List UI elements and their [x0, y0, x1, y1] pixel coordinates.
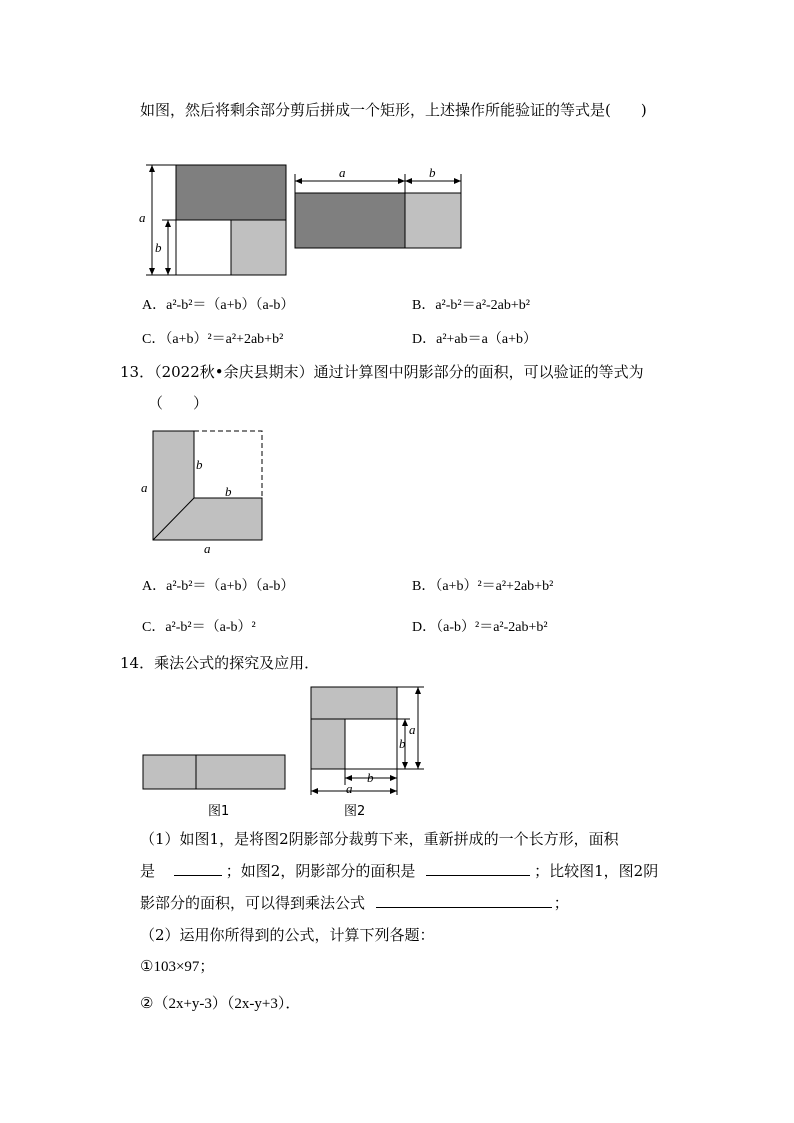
q14-figure-2: [306, 681, 426, 799]
q13-option-d-text: （a-b）²＝a²-2ab+b²: [436, 620, 548, 635]
q14-figure-1: [140, 752, 290, 792]
q13-figure: [138, 425, 268, 557]
q12-label-a-top: a: [339, 165, 346, 180]
q13-option-b[interactable]: [412, 577, 553, 597]
q13-option-a[interactable]: [142, 577, 294, 597]
q13-answer-paren: （ ）: [148, 394, 209, 412]
q13-number: 13．: [120, 363, 155, 381]
q14-part1-line1: （1）如图1，是将图2阴影部分裁剪下来，重新拼成的一个长方形，面积: [140, 830, 619, 848]
q13-option-a-letter: A．: [142, 579, 167, 594]
q12-option-d[interactable]: [412, 330, 537, 350]
q12-label-b-left: b: [155, 240, 162, 255]
q14-part1-line2-a: 是: [140, 862, 156, 880]
q13-label-b-inner: b: [196, 457, 203, 472]
q13-option-b-letter: B．: [412, 579, 436, 594]
q14-item2: ②（2x+y-3）（2x-y+3）．: [140, 996, 301, 1012]
q12-white-rect: [176, 220, 231, 275]
q14-label-a-bottom: a: [346, 781, 353, 796]
q13-option-c[interactable]: [142, 618, 256, 638]
q12-option-b[interactable]: [412, 296, 530, 316]
q14-fig2-left-strip: [311, 719, 345, 769]
q13-label-a-left: a: [141, 480, 148, 495]
q12-label-a-left: a: [139, 210, 146, 225]
q12-option-b-text: a²-b²＝a²-2ab+b²: [435, 298, 530, 313]
q14-fig1-left: [143, 755, 196, 789]
q12-figure: [130, 158, 470, 282]
q13-stem: [120, 362, 644, 382]
q14-part1-line2-c: ；比较图1，图2阴: [534, 862, 659, 880]
q14-fig2-top-strip: [311, 687, 397, 719]
q12-option-a[interactable]: [142, 296, 294, 316]
answer-blank-2[interactable]: [426, 861, 530, 876]
q13-label-b-lower: b: [225, 484, 232, 499]
q13-option-d[interactable]: [412, 618, 548, 638]
q12-option-c[interactable]: [142, 330, 283, 350]
q12-label-b-top: b: [429, 165, 436, 180]
q12-option-a-text: a²-b²＝（a+b）（a-b）: [166, 298, 295, 313]
q14-part1-line3-a: 影部分的面积，可以得到乘法公式: [140, 894, 366, 912]
q14-stem-text: 乘法公式的探究及应用．: [154, 654, 320, 672]
q12-right-dark: [295, 193, 405, 248]
q13-label-a-bottom: a: [204, 541, 211, 556]
q14-label-a-right: a: [409, 722, 416, 737]
q13-stem-text: （2022秋•余庆县期末）通过计算图中阴影部分的面积，可以验证的等式为: [154, 363, 644, 381]
q13-option-c-letter: C．: [142, 620, 166, 635]
q14-part1-line2: [140, 861, 658, 881]
q12-stem: 如图，然后将剩余部分剪后拼成一个矩形，上述操作所能验证的等式是( ): [140, 101, 647, 119]
answer-blank-1[interactable]: [174, 861, 222, 876]
q14-part2: （2）运用你所得到的公式，计算下列各题：: [140, 926, 435, 944]
q12-dark-rect: [176, 165, 286, 220]
q14-stem: [120, 653, 319, 673]
q12-light-rect: [231, 220, 286, 275]
q14-part1-line3: [140, 893, 569, 913]
answer-blank-3[interactable]: [376, 893, 552, 908]
q12-option-c-letter: C．: [142, 332, 166, 347]
q14-label-b-right: b: [399, 736, 406, 751]
q13-option-a-text: a²-b²＝（a+b）（a-b）: [166, 579, 295, 594]
q14-item1: ①103×97；: [140, 959, 215, 975]
q12-option-b-letter: B．: [412, 298, 436, 313]
q14-fig1-caption: 图1: [208, 804, 230, 819]
q13-option-d-letter: D．: [412, 620, 437, 635]
q14-part1-line3-b: ；: [553, 894, 569, 912]
q12-option-a-letter: A．: [142, 298, 167, 313]
q12-right-light: [405, 193, 461, 248]
q12-option-d-text: a²+ab＝a（a+b）: [436, 332, 537, 347]
q13-option-c-text: a²-b²＝（a-b）²: [165, 620, 256, 635]
q12-option-c-text: （a+b）²＝a²+2ab+b²: [165, 332, 284, 347]
q14-fig1-right: [196, 755, 285, 789]
q13-option-b-text: （a+b）²＝a²+2ab+b²: [435, 579, 554, 594]
q12-option-d-letter: D．: [412, 332, 437, 347]
q14-fig2-caption: 图2: [344, 804, 366, 819]
q14-number: 14．: [120, 654, 155, 672]
q14-label-b-bottom: b: [367, 770, 374, 785]
q14-part1-line2-b: ；如图2，阴影部分的面积是: [225, 862, 416, 880]
